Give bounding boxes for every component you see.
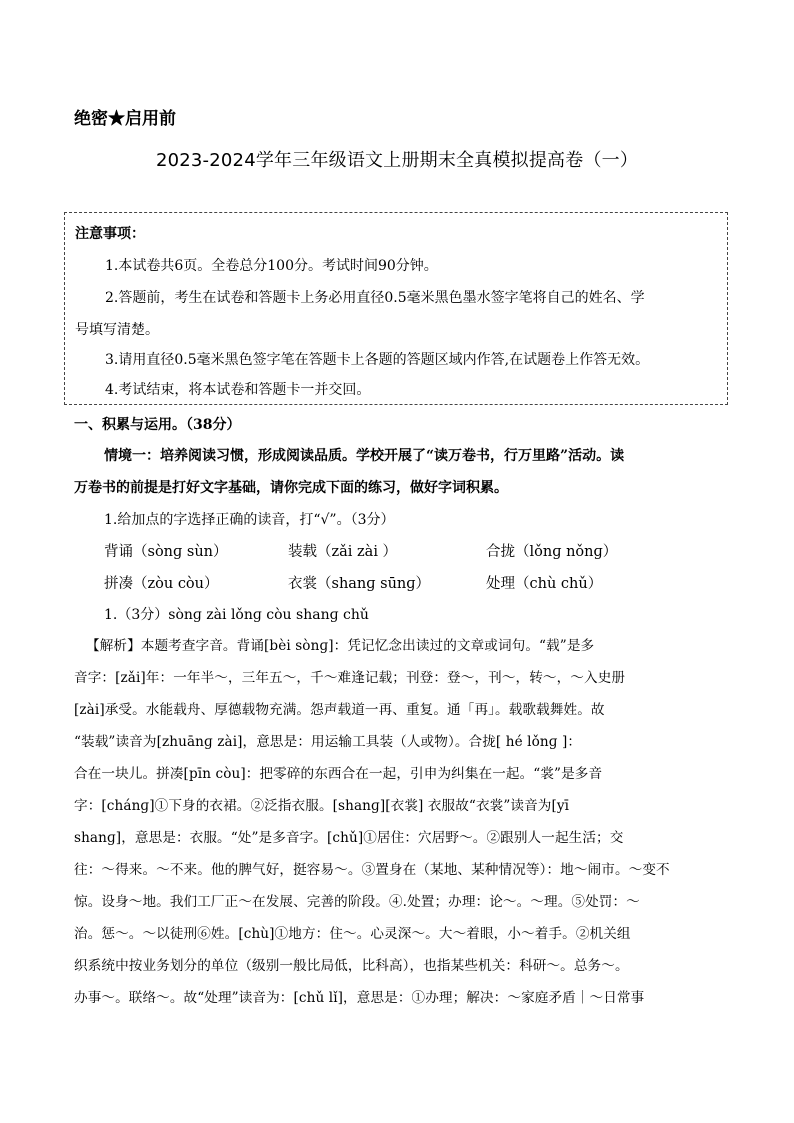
- notice-item: 4.考试结束，将本试卷和答题卡一并交回。: [105, 382, 371, 398]
- notice-heading: 注意事项：: [75, 226, 145, 242]
- pinyin-option: 处理（chù chǔ）: [486, 576, 603, 592]
- section-heading: 一、积累与运用。（38分）: [74, 417, 241, 433]
- pinyin-option: 背诵（sònɡ sùn）: [104, 544, 228, 560]
- context-text: 情境一：培养阅读习惯，形成阅读品质。学校开展了“读万卷书，行万里路”活动。读: [104, 448, 625, 464]
- confidential-label: 绝密★启用前: [74, 109, 176, 129]
- notice-item: 号填写清楚。: [75, 322, 159, 338]
- pinyin-option: 衣裳（shanɡ sūnɡ）: [288, 576, 431, 592]
- analysis-line: 【解析】本题考查字音。背诵[bèi sònɡ]：凭记忆念出读过的文章或词句。“载”是多: [86, 638, 595, 654]
- analysis-line: 织系统中按业务划分的单位（级别一般比局低，比科高），也指某些机关：科研～。总务～。: [74, 958, 629, 974]
- analysis-line: 治。惩～。～以徒刑⑥姓。[chù]①地方：住～。心灵深～。大～着眼，小～着手。②机关组: [74, 926, 631, 942]
- analysis-line: [zài]承受。水能载舟、厚德载物充满。怨声载道一再、重复。通「再」。载歌载舞姓。故: [74, 702, 605, 718]
- pinyin-row: [104, 540, 744, 562]
- pinyin-row: [104, 572, 744, 594]
- notice-item: 2.答题前，考生在试卷和答题卡上务必用直径0.5毫米黑色墨水签字笔将自己的姓名、学: [105, 290, 645, 306]
- analysis-line: 合在一块儿。拼凑[pīn còu]：把零碎的东西合在一起，引申为纠集在一起。“裳”是多音: [74, 766, 603, 782]
- analysis-line: 字：[chánɡ]①下身的衣裙。②泛指衣服。[shanɡ][衣裳] 衣服故“衣裳”读音为[yī: [74, 798, 570, 814]
- analysis-line: “装载”读音为[zhuānɡ zài]，意思是：用运输工具装（人或物）。合拢[ hé lǒnɡ ]：: [74, 734, 582, 750]
- analysis-line: shanɡ]，意思是：衣服。“处”是多音字。[chǔ]①居住：穴居野～。②跟别人一起生活；交: [74, 830, 624, 846]
- context-text: 万卷书的前提是打好文字基础，请你完成下面的练习，做好字词积累。: [74, 480, 508, 496]
- notice-item: 3.请用直径0.5毫米黑色签字笔在答题卡上各题的答题区域内作答,在试题卷上作答无效。: [105, 352, 650, 368]
- analysis-line: 办事～。联络～。故“处理”读音为：[chǔ lǐ]，意思是：①办理；解决：～家庭矛盾｜～日常事: [74, 990, 645, 1006]
- analysis-line: 往：～得来。～不来。他的脾气好，挺容易～。③置身在（某地、某种情况等）：地～闹市。～变不: [74, 862, 670, 878]
- analysis-line: 音字：[zǎi]年：一年半～，三年五～，千～难逢记载；刊登：登～，刊～，转～，～入史册: [74, 670, 626, 686]
- question-text: 1.给加点的字选择正确的读音，打“√”。（3分）: [104, 512, 395, 528]
- pinyin-option: 合拢（lǒnɡ nǒnɡ）: [486, 544, 618, 560]
- answer-text: 1.（3分）sònɡ zài lǒnɡ còu shanɡ chǔ: [104, 607, 369, 623]
- pinyin-option: 拼凑（zòu còu）: [104, 576, 219, 592]
- notice-item: 1.本试卷共6页。全卷总分100分。考试时间90分钟。: [105, 258, 438, 274]
- page-title: 2023-2024学年三年级语文上册期末全真模拟提高卷（一）: [155, 150, 639, 171]
- analysis-line: 惊。设身～地。我们工厂正～在发展、完善的阶段。④.处置；办理：论～。～理。⑤处罚：～: [74, 894, 640, 910]
- pinyin-option: 装载（zǎi zài ）: [288, 544, 398, 560]
- notice-box: [64, 212, 728, 405]
